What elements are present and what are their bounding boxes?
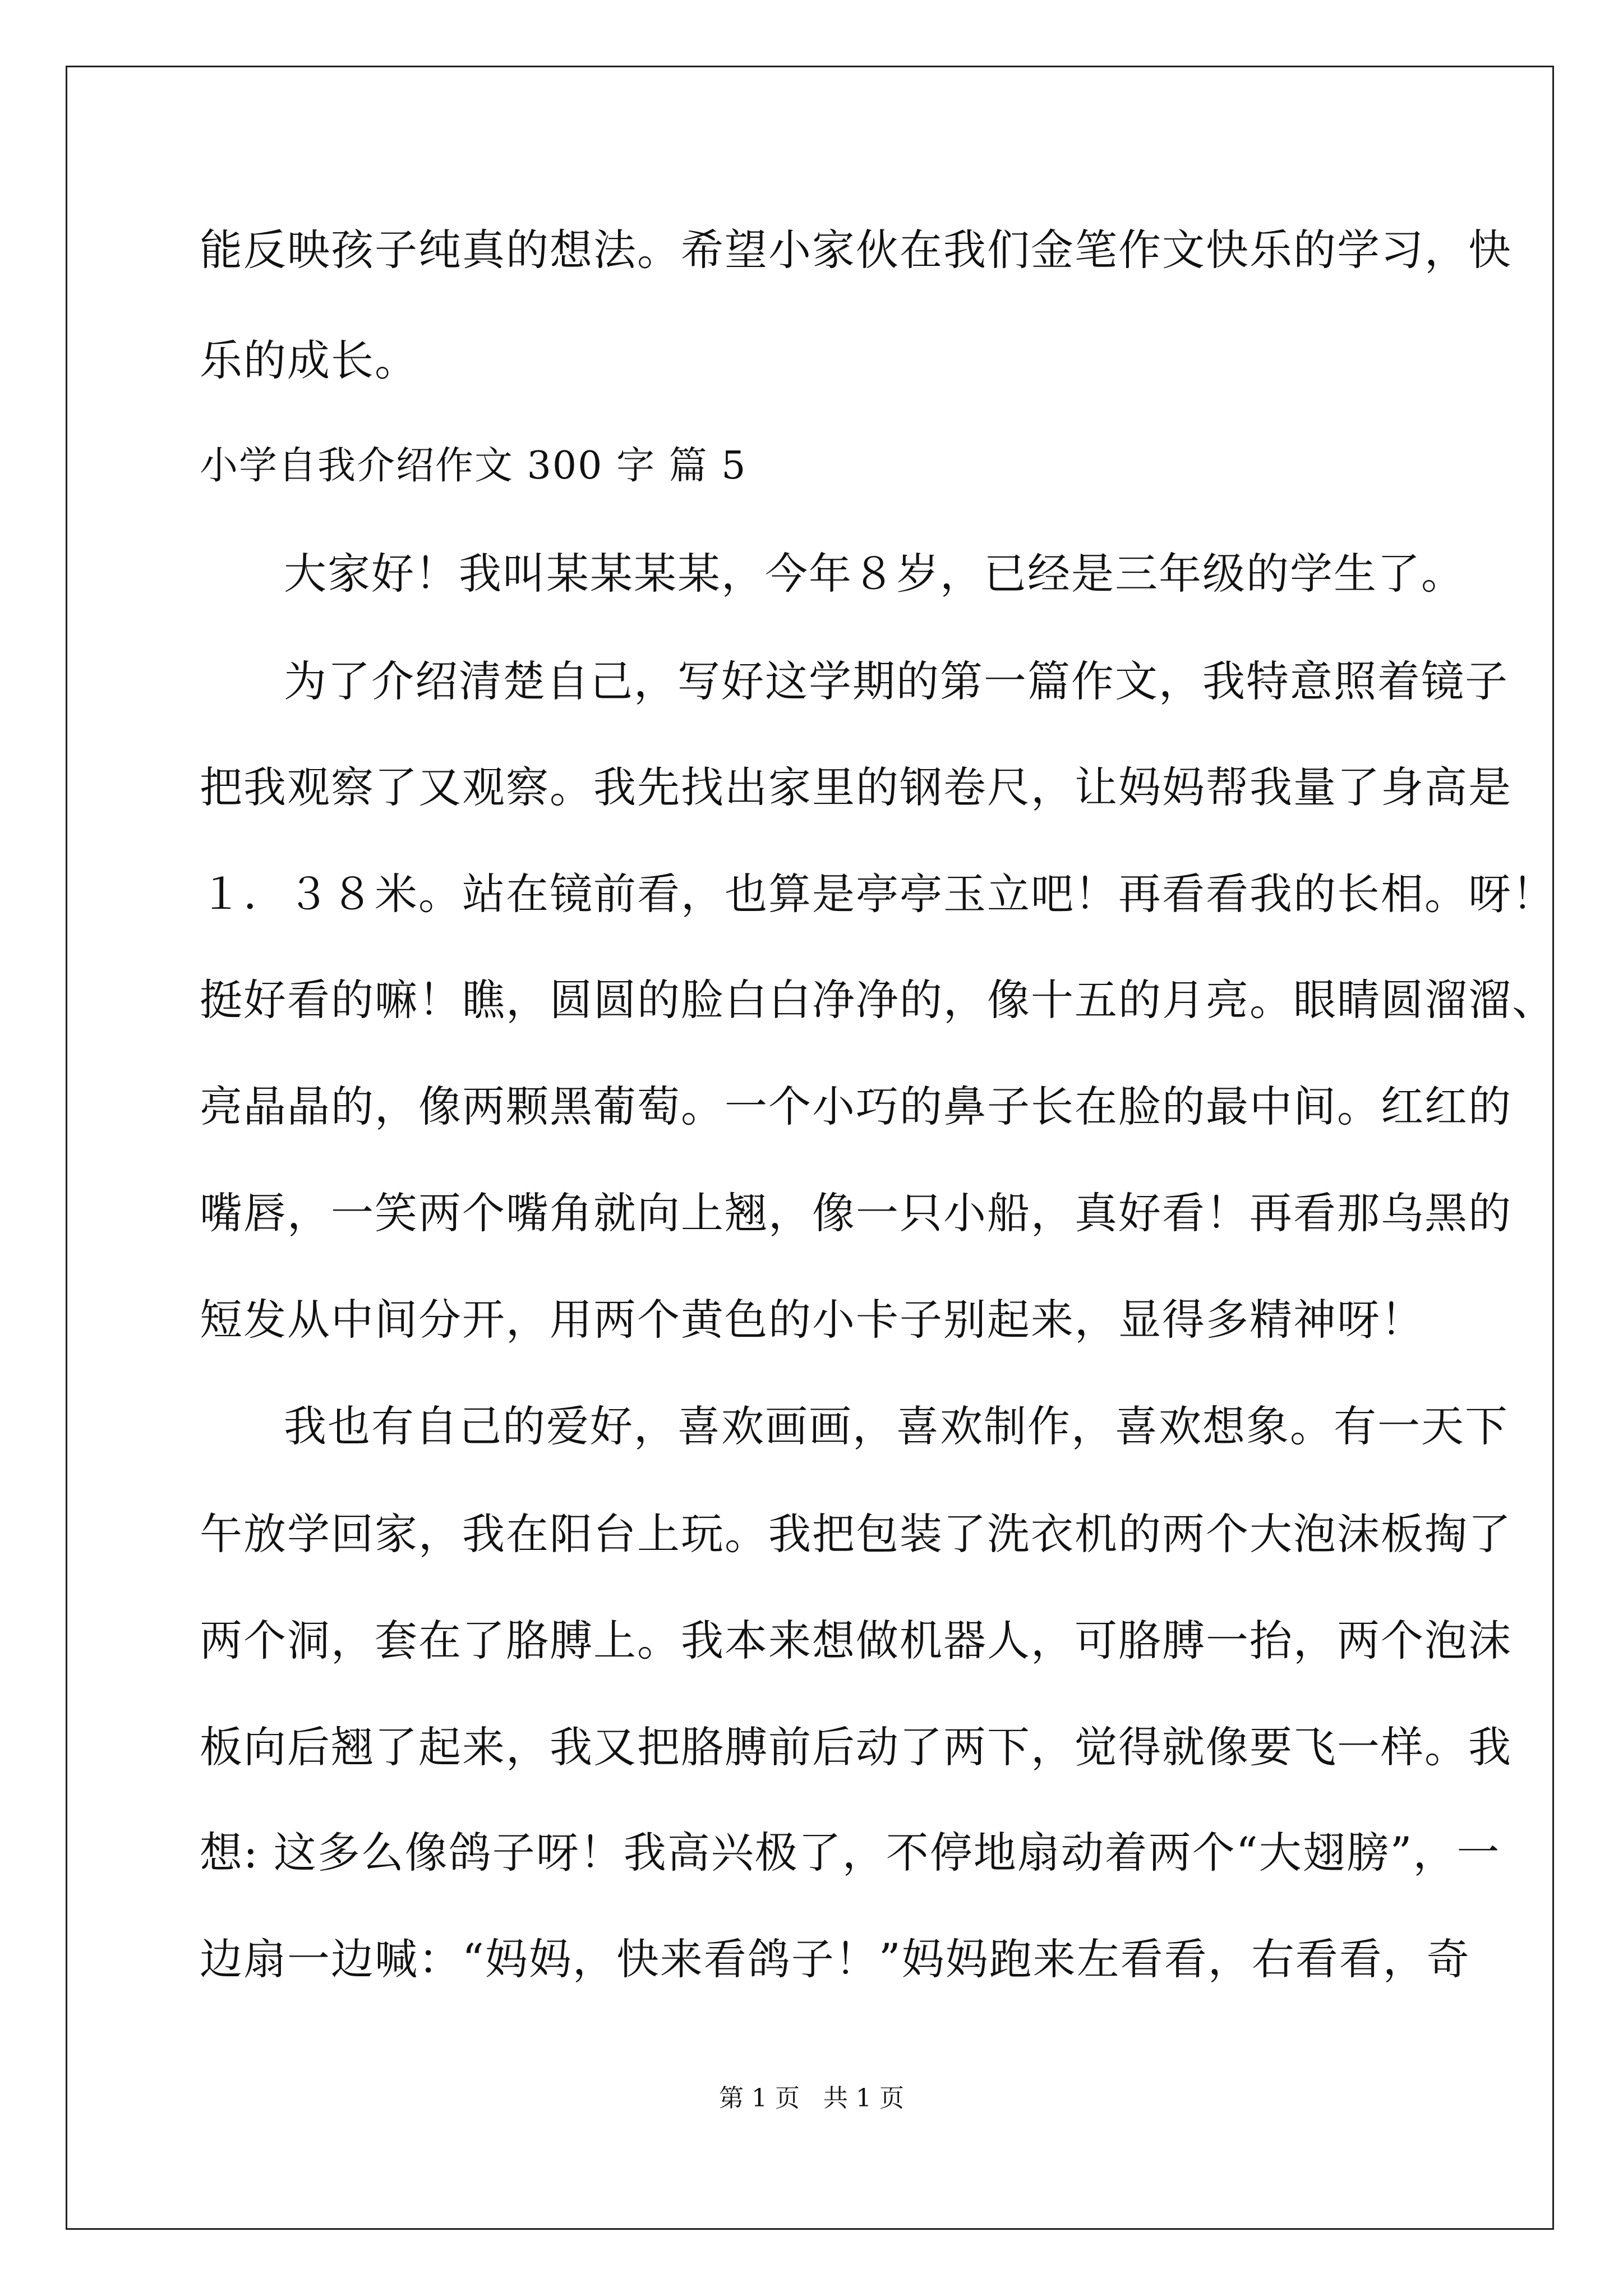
paragraph-line: 我也有自己的爱好，喜欢画画，喜欢制作，喜欢想象。有一天下 [284,1401,1509,1451]
paragraph-line: 短发从中间分开，用两个黄色的小卡子别起来，显得多精神呀！ [200,1295,1424,1345]
paragraph-line: 挺好看的嘛！瞧，圆圆的脸白白净净的，像十五的月亮。眼睛圆溜溜、 [200,975,1556,1025]
page-footer: 第 1 页 共 1 页 [719,2084,904,2113]
paragraph-line: 为了介绍清楚自己，写好这学期的第一篇作文，我特意照着镜子 [284,656,1509,706]
paragraph-line: 亮晶晶的，像两颗黑葡萄。一个小巧的鼻子长在脸的最中间。红红的 [200,1082,1512,1131]
paragraph-line: 把我观察了又观察。我先找出家里的钢卷尺，让妈妈帮我量了身高是 [200,762,1512,812]
page-border [66,66,1554,2230]
paragraph-line: 嘴唇，一笑两个嘴角就向上翘，像一只小船，真好看！再看那乌黑的 [200,1188,1512,1238]
paragraph-line: 大家好！我叫某某某某，今年８岁，已经是三年级的学生了。 [284,549,1465,599]
section-heading: 小学自我介绍作文 300 字 篇 5 [200,444,747,488]
paragraph-line: １．３８米。站在镜前看，也算是亭亭玉立吧！再看看我的长相。呀！ [200,869,1556,919]
paragraph-line: 乐的成长。 [200,335,418,385]
paragraph-line: 边扇一边喊：“妈妈，快来看鸽子！”妈妈跑来左看看，右看看，奇 [200,1934,1470,1984]
paragraph-line: 午放学回家，我在阳台上玩。我把包装了洗衣机的两个大泡沫板掏了 [200,1509,1512,1559]
paragraph-line: 能反映孩子纯真的想法。希望小家伙在我们金笔作文快乐的学习，快 [200,225,1512,275]
paragraph-line: 想: 这多么像鸽子呀！我高兴极了，不停地扇动着两个“大翅膀”，一 [200,1828,1501,1878]
paragraph-line: 板向后翘了起来，我又把胳膊前后动了两下，觉得就像要飞一样。我 [200,1722,1512,1772]
paragraph-line: 两个洞，套在了胳膊上。我本来想做机器人，可胳膊一抬，两个泡沫 [200,1616,1512,1665]
